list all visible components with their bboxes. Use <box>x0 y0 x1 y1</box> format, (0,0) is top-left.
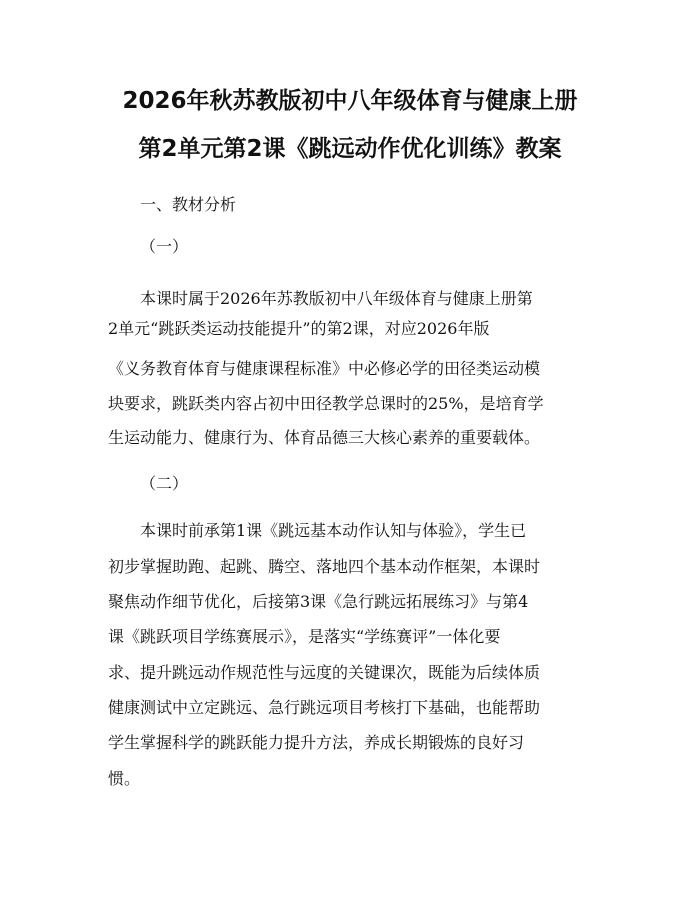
subsection-label-1: （一） <box>140 237 189 256</box>
document-title-line-2: 第2单元第2课《跳远动作优化训练》教案 <box>138 136 562 162</box>
paragraph-2-line: 惯。 <box>108 769 141 788</box>
paragraph-2-line: 聚焦动作细节优化，后接第3课《急行跳远拓展练习》与第4 <box>108 592 529 611</box>
paragraph-1-line: 本课时属于2026年苏教版初中八年级体育与健康上册第 <box>140 289 533 308</box>
section-heading-textbook-analysis: 一、教材分析 <box>140 195 237 214</box>
paragraph-2-line: 求、提升跳远动作规范性与远度的关键课次，既能为后续体质 <box>108 663 541 682</box>
paragraph-2-line: 课《跳跃项目学练赛展示》，是落实“学练赛评”一体化要 <box>108 627 501 646</box>
paragraph-2-line: 初步掌握助跑、起跳、腾空、落地四个基本动作框架，本课时 <box>108 557 541 576</box>
paragraph-1-line: 生运动能力、健康行为、体育品德三大核心素养的重要载体。 <box>108 428 541 447</box>
paragraph-2-line: 本课时前承第1课《跳远基本动作认知与体验》，学生已 <box>140 521 527 540</box>
paragraph-2-line: 健康测试中立定跳远、急行跳远项目考核打下基础，也能帮助 <box>108 698 541 717</box>
paragraph-1-line: 2单元“跳跃类运动技能提升”的第2课，对应2026年版 <box>108 319 490 338</box>
paragraph-2-line: 学生掌握科学的跳跃能力提升方法，养成长期锻炼的良好习 <box>108 733 525 752</box>
subsection-label-2: （二） <box>140 474 189 493</box>
paragraph-1-line: 块要求，跳跃类内容占初中田径教学总课时的25%，是培育学 <box>108 394 544 413</box>
document-title-line-1: 2026年秋苏教版初中八年级体育与健康上册 <box>122 88 578 114</box>
paragraph-1-line: 《义务教育体育与健康课程标准》中必修必学的田径类运动模 <box>108 359 541 378</box>
